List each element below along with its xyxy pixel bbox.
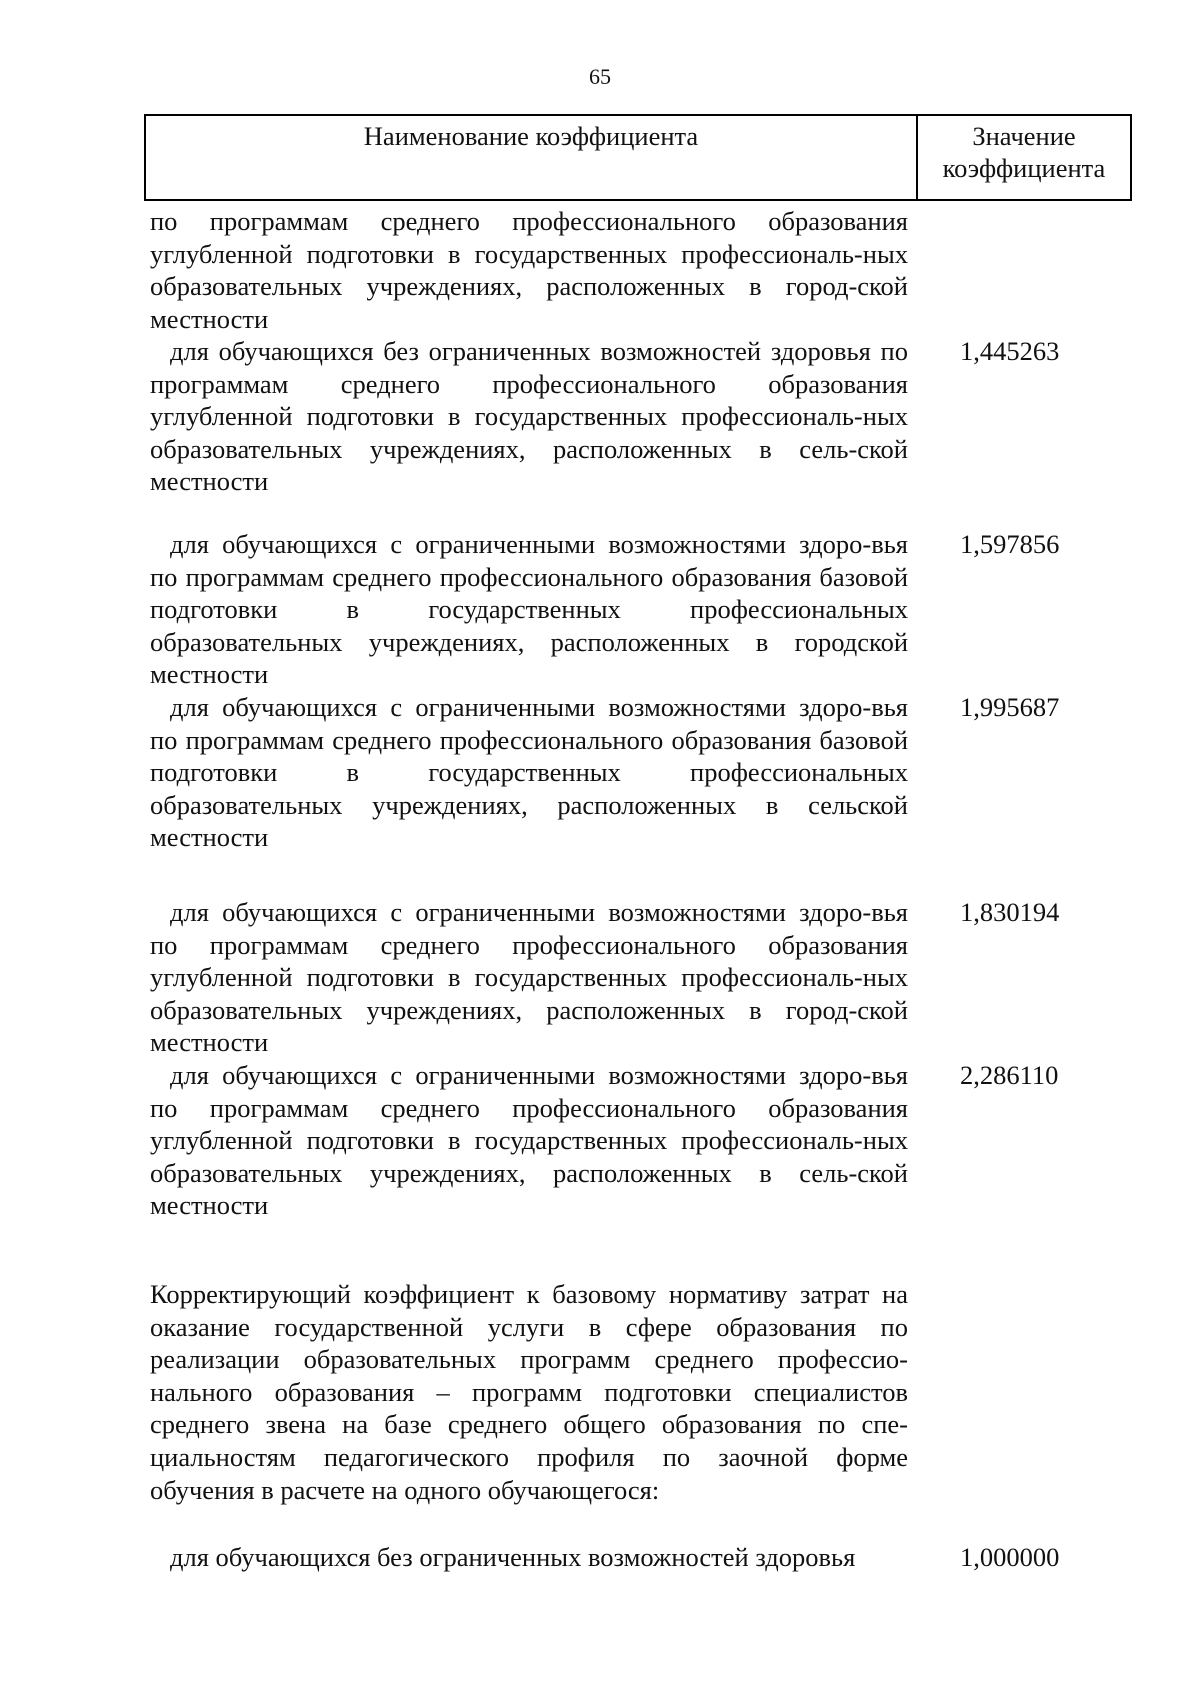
coefficient-description: для обучающихся без ограниченных возможностей здоровья по программам среднего профессионального образования углубленной подготовки в государственных профессиональ-ных образовательных учреждениях, расположенных в сель-ской местности: [150, 336, 908, 497]
column-header-value: [918, 116, 1130, 199]
table-header: [144, 114, 1132, 201]
table-row: [150, 335, 908, 498]
table-row: [150, 691, 908, 854]
column-header-name: Наименование коэффициента: [146, 116, 918, 199]
page-number: 65: [589, 64, 611, 89]
table-row: [150, 1541, 908, 1574]
coefficient-description: по программам среднего профессионального образования углубленной подготовки в государственных профессиональ-ных образовательных учреждениях, расположенных в город-ской местности: [150, 206, 908, 334]
coefficient-description: для обучающихся с ограниченными возможностями здоро-вья по программам среднего профессионального образования базовой подготовки в государственных профессиональных образовательных учреждениях, расположенных в сельской местности: [150, 692, 908, 853]
table-row: [150, 1278, 908, 1506]
coefficient-value: 2,286110: [960, 1060, 1059, 1090]
coefficient-description: для обучающихся с ограниченными возможностями здоро-вья по программам среднего профессионального образования углубленной подготовки в государственных профессиональ-ных образовательных учреждениях, расположенных в город-ской местности: [150, 897, 908, 1058]
coefficient-value: 1,000000: [960, 1542, 1060, 1572]
table-row: [150, 896, 908, 1059]
coefficient-value: 1,445263: [960, 336, 1060, 366]
coefficient-value: 1,830194: [960, 897, 1060, 927]
table-row: [150, 528, 908, 691]
coefficient-value: 1,995687: [960, 692, 1060, 722]
coefficient-description: для обучающихся без ограниченных возможностей здоровья: [170, 1542, 856, 1572]
coefficient-heading: Корректирующий коэффициент к базовому нормативу затрат на оказание государственной услуги в сфере образования по реализации образовательных программ среднего профессио-нального образования – программ подготовки специалистов среднего звена на базе среднего общего образования по спе-циальностям педагогического профиля по заочной форме обучения в расчете на одного обучающегося:: [150, 1279, 908, 1505]
coefficient-description: для обучающихся с ограниченными возможностями здоро-вья по программам среднего профессионального образования углубленной подготовки в государственных профессиональ-ных образовательных учреждениях, расположенных в сель-ской местности: [150, 1060, 908, 1221]
coefficient-description: для обучающихся с ограниченными возможностями здоро-вья по программам среднего профессионального образования базовой подготовки в государственных профессиональных образовательных учреждениях, расположенных в городской местности: [150, 529, 908, 690]
table-row: [150, 1059, 908, 1222]
column-header-value-line1: Значение: [972, 121, 1076, 151]
column-header-value-line2: коэффициента: [942, 153, 1106, 183]
table-row: [150, 205, 908, 335]
coefficient-value: 1,597856: [960, 529, 1060, 559]
